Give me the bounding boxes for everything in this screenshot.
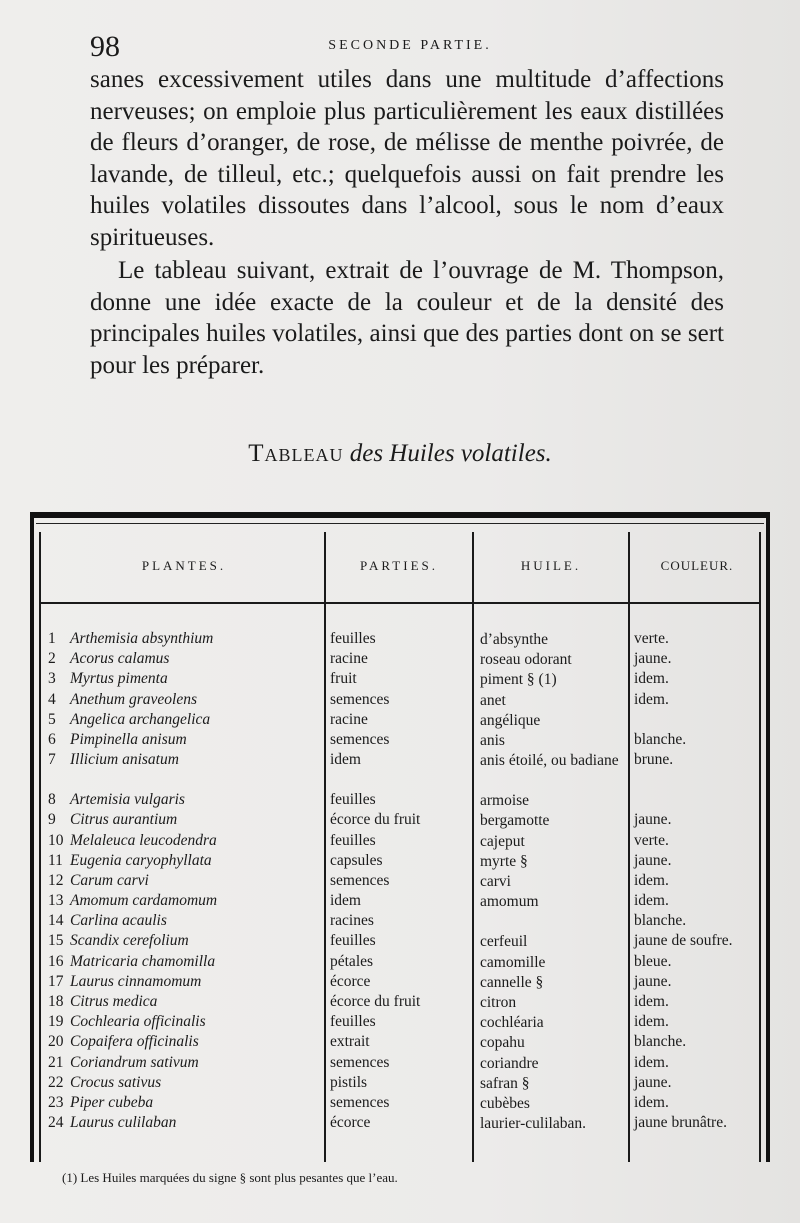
plant-cell (48, 953, 324, 971)
plant-name: Eugenia caryophyllata (70, 851, 212, 869)
table-title-rest: des Huiles volatiles. (349, 440, 552, 467)
oil-cell: cajeput (480, 832, 525, 850)
part-cell: fruit (330, 670, 357, 688)
part-cell: feuilles (330, 831, 376, 849)
color-cell: idem. (634, 993, 669, 1010)
plant-cell (48, 630, 324, 648)
plant-name: Artemisia vulgaris (70, 791, 185, 809)
table-row (34, 1054, 766, 1074)
plant-cell (48, 852, 324, 870)
part-cell: racine (330, 650, 368, 668)
table-row (34, 811, 766, 831)
color-cell: jaune. (634, 972, 672, 990)
plant-name: Scandix cerefolium (70, 932, 189, 950)
column-header-huile: HUILE. (520, 558, 582, 573)
row-number: 5 (48, 710, 56, 728)
plant-cell (48, 791, 324, 809)
part-cell: capsules (330, 851, 383, 869)
table-inner-rule (36, 523, 764, 524)
plant-cell (48, 1094, 324, 1112)
plant-name: Amomum cardamomum (70, 892, 218, 910)
oil-cell: roseau odorant (480, 651, 572, 669)
part-cell: semences (330, 1093, 390, 1111)
row-number: 7 (48, 751, 56, 769)
table-row (34, 711, 766, 731)
row-number: 17 (48, 972, 64, 990)
row-number: 19 (48, 1013, 64, 1031)
plant-name: Crocus sativus (70, 1073, 162, 1091)
row-number: 22 (48, 1073, 64, 1091)
oil-cell: carvi (480, 872, 511, 890)
table-row (34, 932, 766, 952)
oil-cell: copahu (480, 1034, 525, 1052)
plant-name: Illicium anisatum (70, 751, 179, 769)
table-row (34, 872, 766, 892)
row-number: 1 (48, 630, 56, 647)
table-row (34, 973, 766, 993)
plant-cell (48, 751, 324, 769)
oil-cell: cannelle § (480, 973, 544, 991)
row-number: 24 (48, 1114, 64, 1132)
row-number: 9 (48, 811, 56, 829)
plant-name: Citrus aurantium (70, 811, 178, 829)
plant-cell (48, 1114, 324, 1132)
part-cell: semences (330, 871, 390, 889)
color-cell: jaune. (634, 851, 672, 869)
plant-name: Laurus culilaban (70, 1114, 177, 1132)
row-number: 16 (48, 952, 64, 970)
table-body (34, 630, 766, 1134)
oil-cell: armoise (480, 792, 530, 810)
table-row (34, 993, 766, 1013)
part-cell: racine (330, 710, 368, 728)
part-cell: écorce du fruit (330, 811, 421, 829)
table-row (34, 1094, 766, 1114)
plant-name: Cochlearia officinalis (70, 1013, 206, 1031)
color-cell: jaune brunâtre. (634, 1114, 727, 1132)
row-number: 2 (48, 650, 56, 668)
column-header-couleur: COULEUR. (660, 558, 734, 573)
plant-name: Copaifera officinalis (70, 1033, 199, 1051)
header-rule (40, 602, 760, 604)
oil-cell: coriandre (480, 1054, 539, 1072)
plant-cell (48, 1033, 324, 1051)
plant-name: Carlina acaulis (70, 912, 167, 930)
part-cell: feuilles (330, 1013, 376, 1031)
plant-cell (48, 912, 324, 930)
part-cell: idem (330, 751, 361, 769)
plant-name: Arthemisia absynthium (70, 630, 214, 647)
color-cell: blanche. (634, 730, 687, 748)
color-cell: idem. (634, 670, 669, 688)
color-cell: idem. (634, 1053, 669, 1071)
row-number: 23 (48, 1093, 64, 1111)
oil-cell: anis (480, 731, 505, 749)
table-row (34, 852, 766, 872)
oil-cell: amomum (480, 893, 539, 911)
oil-cell: cerfeuil (480, 933, 528, 951)
part-cell: semences (330, 1053, 390, 1071)
oil-cell: camomille (480, 953, 546, 971)
row-number: 21 (48, 1053, 64, 1071)
color-cell: blanche. (634, 1033, 687, 1051)
plant-cell (48, 932, 324, 950)
oil-cell: piment § (1) (480, 671, 557, 689)
table-row (34, 1074, 766, 1094)
plant-cell (48, 892, 324, 910)
color-cell: idem. (634, 1013, 669, 1031)
row-number: 6 (48, 730, 56, 748)
part-cell: idem (330, 892, 361, 910)
part-cell: racines (330, 912, 374, 930)
oil-cell: cochléaria (480, 1014, 544, 1032)
plant-name: Carum carvi (70, 871, 149, 889)
part-cell: semences (330, 730, 390, 748)
plant-cell (48, 731, 324, 749)
row-number: 3 (48, 670, 56, 688)
running-title: SECONDE PARTIE. (328, 38, 492, 53)
row-number: 15 (48, 932, 64, 950)
footnote: (1) Les Huiles marquées du signe § sont plus pesantes que l’eau. (62, 1170, 398, 1185)
table-row (34, 691, 766, 711)
plant-cell (48, 1013, 324, 1031)
table-row (34, 650, 766, 670)
part-cell: pétales (330, 952, 374, 970)
part-cell: feuilles (330, 932, 376, 950)
plant-cell (48, 993, 324, 1011)
part-cell: feuilles (330, 791, 376, 809)
oil-cell: cubèbes (480, 1094, 530, 1112)
oil-cell: anet (480, 691, 506, 709)
part-cell: écorce (330, 1114, 371, 1132)
plant-cell (48, 973, 324, 991)
plant-name: Myrtus pimenta (70, 670, 168, 688)
plant-name: Coriandrum sativum (70, 1053, 199, 1071)
plant-name: Angelica archangelica (70, 710, 211, 728)
oil-cell: safran § (480, 1074, 530, 1092)
column-header-parties: PARTIES. (359, 558, 438, 573)
color-cell: verte. (634, 630, 669, 647)
row-number: 8 (48, 791, 56, 809)
oil-cell: laurier-culilaban. (480, 1115, 586, 1133)
oil-cell: anis étoilé, ou badiane (480, 752, 619, 770)
part-cell: semences (330, 690, 390, 708)
table-row (34, 791, 766, 811)
table-row (34, 912, 766, 932)
part-cell: écorce (330, 972, 371, 990)
part-cell: pistils (330, 1073, 368, 1091)
oil-cell: bergamotte (480, 812, 550, 830)
plant-cell (48, 711, 324, 729)
running-head (90, 30, 730, 66)
plant-name: Melaleuca leucodendra (70, 831, 217, 849)
row-number: 12 (48, 871, 64, 889)
plant-cell (48, 650, 324, 668)
plant-cell (48, 691, 324, 709)
color-cell: jaune. (634, 650, 672, 668)
row-number: 18 (48, 993, 64, 1010)
color-cell: jaune. (634, 1073, 672, 1091)
row-number: 11 (48, 851, 63, 869)
color-cell: jaune. (634, 811, 672, 829)
color-cell: idem. (634, 690, 669, 708)
paragraph-2: Le tableau suivant, extrait de l’ouvrage de M. Thompson, donne une idée exacte de la couleur et de la densité des principales huiles volatiles, ainsi que des parties dont on se sert pour les préparer. (90, 257, 724, 379)
row-number: 4 (48, 690, 56, 708)
plant-cell (48, 811, 324, 829)
oil-cell: citron (480, 994, 517, 1011)
page-number: 98 (90, 30, 120, 63)
plant-cell (48, 872, 324, 890)
part-cell: extrait (330, 1033, 370, 1051)
color-cell: idem. (634, 871, 669, 889)
oil-cell: myrte § (480, 852, 528, 870)
paragraph-1: sanes excessivement utiles dans une multitude d’affections nerveuses; on emploie plus particulièrement les eaux distillées de fleurs d’oranger, de rose, de mélisse de menthe poivrée, de lavande, de tilleul, etc.; quelquefois aussi on fait prendre les huiles volatiles dissoutes dans l’alcool, sous le nom d’eaux spiritueuses. (90, 66, 724, 251)
table-title (0, 440, 800, 468)
table-row (34, 731, 766, 751)
table-row (34, 751, 766, 791)
table-row (34, 1114, 766, 1134)
table-row (34, 1013, 766, 1033)
oil-cell: d’absynthe (480, 631, 549, 648)
oil-cell: angélique (480, 711, 541, 729)
color-cell: bleue. (634, 952, 672, 970)
row-number: 14 (48, 912, 64, 930)
column-header-plantes: PLANTES. (141, 558, 227, 573)
color-cell: verte. (634, 831, 669, 849)
plant-name: Pimpinella anisum (70, 730, 187, 748)
table-row (34, 953, 766, 973)
color-cell: brune. (634, 751, 674, 769)
part-cell: écorce du fruit (330, 993, 421, 1010)
table-row (34, 670, 766, 690)
row-number: 13 (48, 892, 64, 910)
table-row (34, 1033, 766, 1053)
row-number: 20 (48, 1033, 64, 1051)
plant-name: Laurus cinnamomum (70, 972, 202, 990)
plant-name: Citrus medica (70, 993, 158, 1010)
table-row (34, 832, 766, 852)
color-cell: idem. (634, 1093, 669, 1111)
row-number: 10 (48, 831, 64, 849)
plant-name: Acorus calamus (70, 650, 170, 668)
plant-cell (48, 1074, 324, 1092)
color-cell: jaune de soufre. (634, 932, 733, 950)
color-cell: blanche. (634, 912, 687, 930)
plant-name: Matricaria chamomilla (70, 952, 216, 970)
plant-cell (48, 832, 324, 850)
table-row (34, 630, 766, 650)
oils-table (30, 512, 770, 1162)
plant-name: Anethum graveolens (70, 690, 197, 708)
plant-cell (48, 670, 324, 688)
plant-name: Piper cubeba (70, 1093, 154, 1111)
plant-cell (48, 1054, 324, 1072)
color-cell: idem. (634, 892, 669, 910)
table-row (34, 892, 766, 912)
body-text (90, 64, 724, 381)
part-cell: feuilles (330, 630, 376, 647)
table-title-lead: Tableau (248, 440, 344, 467)
